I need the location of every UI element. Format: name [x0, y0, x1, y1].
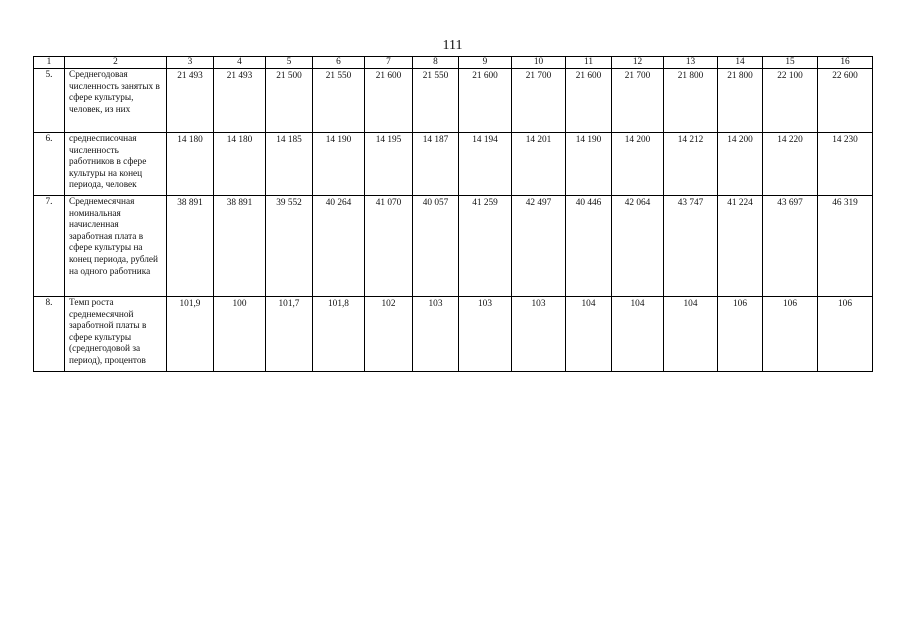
value-cell: 14 190: [313, 133, 365, 196]
value-cell: 40 057: [413, 196, 459, 297]
value-cell: 106: [763, 297, 818, 372]
column-header: 16: [818, 57, 873, 69]
value-cell: 103: [413, 297, 459, 372]
value-cell: 21 600: [459, 69, 512, 133]
table-row: [34, 297, 873, 372]
value-cell: 21 550: [313, 69, 365, 133]
value-cell: 21 600: [566, 69, 612, 133]
value-cell: 104: [664, 297, 718, 372]
column-header: 7: [365, 57, 413, 69]
value-cell: 41 070: [365, 196, 413, 297]
value-cell: 38 891: [214, 196, 266, 297]
value-cell: 14 201: [512, 133, 566, 196]
value-cell: 21 600: [365, 69, 413, 133]
value-cell: 106: [718, 297, 763, 372]
value-cell: 101,9: [167, 297, 214, 372]
value-cell: 22 600: [818, 69, 873, 133]
value-cell: 14 190: [566, 133, 612, 196]
value-cell: 46 319: [818, 196, 873, 297]
column-header: 8: [413, 57, 459, 69]
value-cell: 14 212: [664, 133, 718, 196]
column-header: 2: [65, 57, 167, 69]
value-cell: 14 220: [763, 133, 818, 196]
value-cell: 14 180: [214, 133, 266, 196]
data-table: [33, 56, 873, 372]
table-row: [34, 196, 873, 297]
value-cell: 41 224: [718, 196, 763, 297]
column-header: 11: [566, 57, 612, 69]
value-cell: 103: [459, 297, 512, 372]
value-cell: 104: [612, 297, 664, 372]
value-cell: 21 800: [718, 69, 763, 133]
value-cell: 14 200: [612, 133, 664, 196]
value-cell: 103: [512, 297, 566, 372]
value-cell: 40 446: [566, 196, 612, 297]
value-cell: 104: [566, 297, 612, 372]
value-cell: 14 194: [459, 133, 512, 196]
value-cell: 14 230: [818, 133, 873, 196]
value-cell: 43 747: [664, 196, 718, 297]
column-header: 13: [664, 57, 718, 69]
value-cell: 14 200: [718, 133, 763, 196]
value-cell: 42 497: [512, 196, 566, 297]
value-cell: 106: [818, 297, 873, 372]
page-number: 111: [442, 38, 463, 53]
table-row: [34, 69, 873, 133]
column-header: 4: [214, 57, 266, 69]
row-number: 6.: [34, 133, 65, 196]
value-cell: 40 264: [313, 196, 365, 297]
row-indicator-name: среднесписочная численность работников в сфере культуры на конец периода, человек: [65, 133, 167, 196]
header-row: [34, 57, 873, 69]
value-cell: 101,7: [266, 297, 313, 372]
value-cell: 42 064: [612, 196, 664, 297]
row-indicator-name: Темп роста среднемесячной заработной платы в сфере культуры (среднегодовой за период), процентов: [65, 297, 167, 372]
column-header: 15: [763, 57, 818, 69]
value-cell: 14 180: [167, 133, 214, 196]
column-header: 14: [718, 57, 763, 69]
table-row: [34, 133, 873, 196]
value-cell: 21 500: [266, 69, 313, 133]
value-cell: 43 697: [763, 196, 818, 297]
row-indicator-name: Среднегодовая численность занятых в сфере культуры, человек, из них: [65, 69, 167, 133]
value-cell: 102: [365, 297, 413, 372]
value-cell: 22 100: [763, 69, 818, 133]
column-header: 10: [512, 57, 566, 69]
column-header: 3: [167, 57, 214, 69]
value-cell: 14 195: [365, 133, 413, 196]
column-header: 1: [34, 57, 65, 69]
value-cell: 21 800: [664, 69, 718, 133]
value-cell: 21 493: [167, 69, 214, 133]
value-cell: 14 185: [266, 133, 313, 196]
value-cell: 38 891: [167, 196, 214, 297]
value-cell: 21 493: [214, 69, 266, 133]
row-number: 8.: [34, 297, 65, 372]
value-cell: 14 187: [413, 133, 459, 196]
value-cell: 41 259: [459, 196, 512, 297]
column-header: 6: [313, 57, 365, 69]
column-header: 5: [266, 57, 313, 69]
value-cell: 101,8: [313, 297, 365, 372]
value-cell: 21 700: [512, 69, 566, 133]
row-number: 5.: [34, 69, 65, 133]
row-indicator-name: Среднемесячная номинальная начисленная заработная плата в сфере культуры на конец периода, рублей на одного работника: [65, 196, 167, 297]
value-cell: 100: [214, 297, 266, 372]
value-cell: 21 700: [612, 69, 664, 133]
column-header: 12: [612, 57, 664, 69]
row-number: 7.: [34, 196, 65, 297]
value-cell: 21 550: [413, 69, 459, 133]
value-cell: 39 552: [266, 196, 313, 297]
column-header: 9: [459, 57, 512, 69]
